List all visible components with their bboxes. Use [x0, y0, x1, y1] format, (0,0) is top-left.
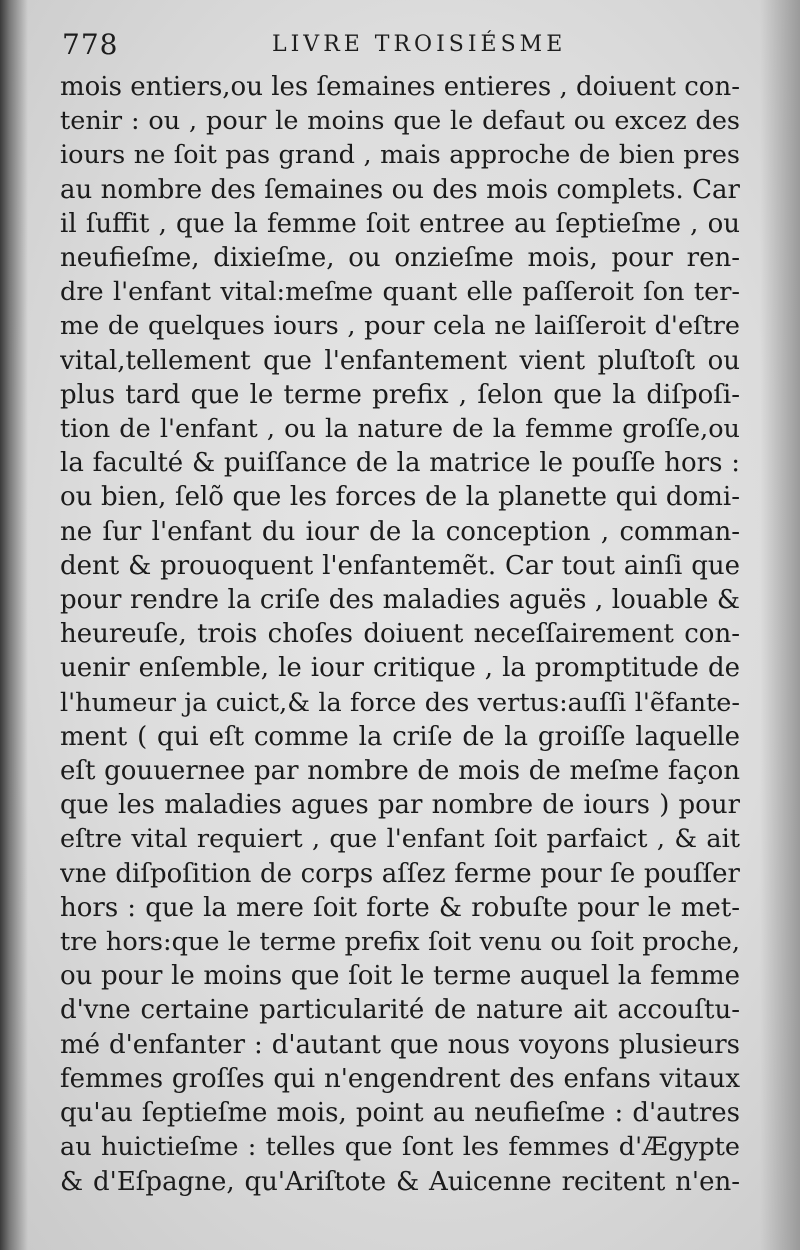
- page-number: 778: [62, 28, 119, 61]
- text-line: ne ſur l'enfant du iour de la conception , comman-: [60, 516, 740, 547]
- text-line: dent & prouoquent l'enfantemẽt. Car tout ainſi que: [60, 550, 740, 581]
- text-line: mé d'enfanter : d'autant que nous voyons plusieurs: [60, 1029, 740, 1060]
- gutter-shadow: [0, 0, 28, 1250]
- text-line: au nombre des ſemaines ou des mois complets. Car: [60, 174, 740, 205]
- text-line: tre hors:que le terme prefix ſoit venu ou ſoit proche,: [60, 927, 740, 958]
- running-title: LIVRE TROISIÉSME: [272, 32, 567, 57]
- text-line: eſtre vital requiert , que l'enfant ſoit parfaict , & ait: [60, 824, 740, 855]
- running-header: [62, 28, 742, 68]
- text-line: femmes groſſes qui n'engendrent des enfans vitaux: [60, 1063, 740, 1094]
- text-line: iours ne ſoit pas grand , mais approche de bien pres: [60, 140, 740, 171]
- text-line: neufieſme, dixieſme, ou onzieſme mois, pour ren-: [60, 243, 740, 274]
- text-line: vne diſpoſition de corps aſſez ferme pour ſe pouſſer: [60, 858, 740, 889]
- text-line: dre l'enfant vital:meſme quant elle paſſeroit ſon ter-: [60, 277, 740, 308]
- text-line: qu'au ſeptieſme mois, point au neufieſme : d'autres: [60, 1098, 740, 1129]
- text-line: heureuſe, trois choſes doiuent neceſſairement con-: [60, 619, 740, 650]
- text-line: tion de l'enfant , ou la nature de la femme groſſe,ou: [60, 414, 740, 445]
- text-line: il ſuffit , que la femme ſoit entree au ſeptieſme , ou: [60, 208, 740, 239]
- text-line: la faculté & puiſſance de la matrice le pouſſe hors :: [60, 448, 740, 479]
- text-line: ou pour le moins que ſoit le terme auquel la femme: [60, 961, 740, 992]
- edge-shadow: [760, 0, 800, 1250]
- text-line: l'humeur ja cuict,& la force des vertus:auſſi l'ẽfante-: [60, 687, 740, 718]
- text-line: me de quelques iours , pour cela ne laiſſeroit d'eſtre: [60, 311, 740, 342]
- text-line: & d'Eſpagne, qu'Ariſtote & Auicenne recitent n'en-: [60, 1166, 740, 1197]
- text-line: ment ( qui eſt comme la criſe de la groiſſe laquelle: [60, 721, 740, 752]
- text-line: au huictieſme : telles que ſont les femmes d'Ægypte: [60, 1132, 740, 1163]
- text-line: ou bien, ſelõ que les forces de la planette qui domi-: [60, 482, 740, 513]
- text-line: pour rendre la criſe des maladies aguës , louable &: [60, 585, 740, 616]
- body-text: [60, 70, 740, 1199]
- text-line: hors : que la mere ſoit forte & robuſte pour le met-: [60, 892, 740, 923]
- text-line: vital,tellement que l'enfantement vient pluſtoſt ou: [60, 345, 740, 376]
- text-line: que les maladies agues par nombre de iours ) pour: [60, 790, 740, 821]
- text-line: tenir : ou , pour le moins que le defaut ou excez des: [60, 106, 740, 137]
- text-line: d'vne certaine particularité de nature ait accouſtu-: [60, 995, 740, 1026]
- text-line: plus tard que le terme prefix , ſelon que la diſpoſi-: [60, 379, 740, 410]
- text-line: eſt gouuernee par nombre de mois de meſme façon: [60, 756, 740, 787]
- text-line: uenir enſemble, le iour critique , la promptitude de: [60, 653, 740, 684]
- text-line: mois entiers,ou les ſemaines entieres , doiuent con-: [60, 72, 740, 102]
